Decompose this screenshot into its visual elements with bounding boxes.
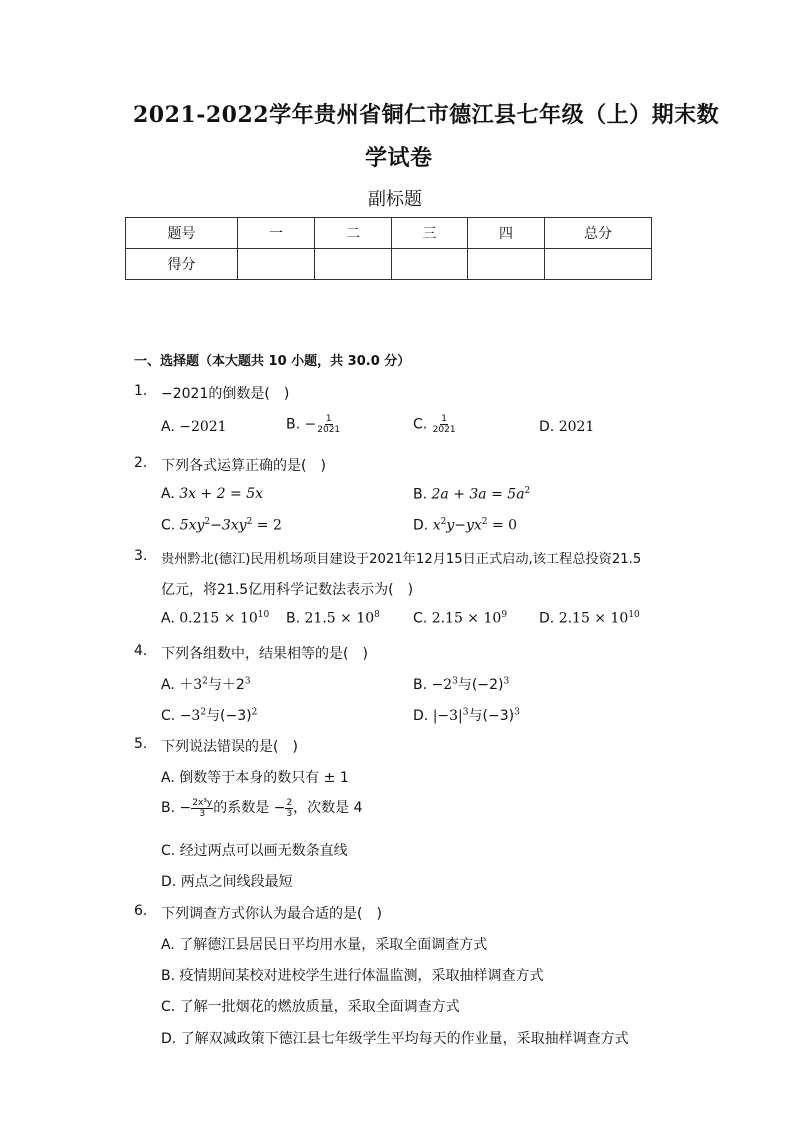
- option-c: [413, 414, 457, 435]
- superscript: 3: [244, 676, 251, 687]
- page-title-line2: 学试卷: [365, 145, 433, 171]
- option-a: [161, 610, 269, 627]
- score-cell: [468, 249, 545, 280]
- question-stem-line2: 亿元，将21.5亿用科学记数法表示为( ): [161, 582, 414, 598]
- option-text: 0.215 × 10: [179, 610, 258, 627]
- option-letter: D.: [539, 419, 555, 435]
- score-table-header-row: [126, 218, 652, 249]
- question-number: 1.: [134, 383, 148, 399]
- option-letter: B.: [286, 610, 301, 627]
- fraction-numerator: 2: [286, 797, 293, 808]
- option-letter: A.: [161, 419, 175, 435]
- score-table-header: 一: [238, 218, 315, 249]
- option-letter: A.: [161, 770, 175, 786]
- superscript: 10: [257, 610, 270, 620]
- score-table-header: 题号: [126, 218, 238, 249]
- option-a: [161, 419, 227, 435]
- option-letter: D.: [539, 610, 555, 627]
- option-letter: A.: [161, 486, 175, 502]
- option-text: 与＋2: [207, 677, 245, 693]
- option-c: [161, 996, 460, 1016]
- superscript: 2: [440, 517, 447, 527]
- fraction-numerator: 1: [325, 414, 332, 424]
- option-text: 21.5 × 10: [304, 610, 375, 627]
- question-stem-line1: 贵州黔北(德江)民用机场项目建设于2021年12月15日正式启动,该工程总投资21.5: [161, 552, 642, 567]
- superscript: 9: [501, 610, 508, 620]
- option-text: 了解一批烟花的燃放质量，采取全面调查方式: [179, 999, 460, 1015]
- page-subtitle: 副标题: [368, 189, 422, 210]
- option-b: [161, 797, 363, 819]
- score-table-header: 四: [468, 218, 545, 249]
- option-text: −2: [431, 677, 453, 693]
- superscript: 3: [452, 676, 458, 687]
- option-text: 5xy: [179, 517, 205, 534]
- question-stem: −2021的倒数是( ): [161, 386, 290, 402]
- score-cell: [545, 249, 652, 280]
- option-letter: C.: [161, 843, 176, 859]
- option-b: [413, 486, 530, 503]
- option-d: [161, 1028, 629, 1048]
- option-letter: C.: [413, 416, 428, 433]
- superscript: 2: [481, 517, 488, 527]
- score-cell: [392, 249, 468, 280]
- fraction: [316, 414, 341, 435]
- superscript: 3: [503, 676, 510, 687]
- option-letter: C.: [161, 708, 176, 724]
- option-text: 2.15 × 10: [558, 610, 629, 627]
- fraction-denominator: 3: [286, 808, 293, 819]
- question-stem: 下列说法错误的是( ): [161, 739, 298, 755]
- option-text: −3xy: [210, 517, 247, 534]
- section-heading: 一、选择题（本大题共 10 小题，共 30.0 分）: [134, 354, 411, 369]
- superscript: 3: [462, 707, 469, 718]
- option-sign: −: [304, 416, 317, 433]
- option-letter: B.: [413, 677, 428, 693]
- score-table-header: 三: [392, 218, 468, 249]
- superscript: 10: [628, 610, 640, 620]
- question-stem: 下列各组数中，结果相等的是( ): [161, 646, 368, 662]
- option-letter: D.: [161, 874, 177, 890]
- question-number: 4.: [134, 643, 148, 659]
- option-letter: C.: [413, 610, 428, 627]
- option-a: [161, 934, 487, 954]
- option-text: −2021: [179, 419, 227, 435]
- option-b: [413, 674, 509, 694]
- option-d: [539, 610, 640, 627]
- option-letter: A.: [161, 937, 175, 953]
- question-stem: 下列各式运算正确的是( ): [161, 458, 326, 474]
- question-number: 2.: [134, 455, 148, 471]
- option-b: [286, 610, 380, 627]
- option-text: |−3|: [432, 708, 463, 724]
- fraction-numerator: 2x³y: [192, 797, 213, 808]
- score-cell: [238, 249, 315, 280]
- option-letter: C.: [161, 999, 176, 1015]
- superscript: 2: [204, 517, 211, 527]
- option-text: 2021: [558, 419, 595, 435]
- option-text: 2.15 × 10: [431, 610, 502, 627]
- option-text: 两点之间线段最短: [180, 874, 293, 890]
- score-cell: [315, 249, 392, 280]
- option-b: [161, 965, 544, 985]
- option-a: [161, 674, 251, 694]
- option-text: 了解德江县居民日平均用水量，采取全面调查方式: [179, 937, 488, 953]
- option-c: [413, 610, 507, 627]
- superscript: 2: [251, 707, 258, 718]
- option-text: = 2: [252, 517, 282, 534]
- question-number: 6.: [134, 903, 148, 919]
- option-b: [286, 414, 341, 435]
- option-letter: D.: [161, 1031, 177, 1047]
- option-d: [413, 705, 520, 725]
- fraction-numerator: 1: [441, 414, 447, 424]
- score-table-row-label: 得分: [126, 249, 238, 280]
- fraction: [191, 798, 213, 819]
- superscript: 3: [514, 707, 520, 718]
- option-text: ＋3: [179, 677, 203, 693]
- fraction: [432, 414, 457, 435]
- score-table-header: 总分: [545, 218, 652, 249]
- question-stem: 下列调查方式你认为最合适的是( ): [161, 906, 382, 922]
- superscript: 2: [524, 486, 531, 496]
- option-text: 经过两点可以画无数条直线: [179, 843, 348, 859]
- option-letter: C.: [161, 517, 176, 534]
- option-c: [161, 840, 348, 860]
- superscript: 2: [246, 517, 253, 527]
- option-a: [161, 486, 263, 502]
- score-table-score-row: [126, 249, 652, 280]
- option-a: [161, 767, 349, 787]
- option-letter: D.: [413, 708, 429, 724]
- option-text: 疫情期间某校对进校学生进行体温监测，采取抽样调查方式: [179, 968, 544, 984]
- option-text: 与(−3): [468, 708, 515, 724]
- score-table: [125, 217, 652, 280]
- option-text: y−yx: [446, 517, 482, 534]
- option-text: 倒数等于本身的数只有 ± 1: [179, 770, 349, 786]
- fraction-denominator: 2021: [432, 425, 456, 435]
- superscript: 8: [374, 610, 380, 620]
- option-text: −3: [179, 708, 201, 724]
- option-d: [161, 871, 293, 891]
- option-letter: A.: [161, 610, 175, 627]
- superscript: 2: [202, 676, 208, 687]
- option-text: 与(−3): [206, 708, 252, 724]
- option-letter: B.: [413, 486, 428, 503]
- score-table-header: 二: [315, 218, 392, 249]
- superscript: 2: [200, 707, 207, 718]
- option-sign: −: [179, 800, 192, 816]
- option-c: [161, 705, 257, 725]
- option-text: = 0: [487, 517, 518, 534]
- option-d: [413, 517, 517, 534]
- option-d: [539, 419, 594, 435]
- option-text: 了解双减政策下德江县七年级学生平均每天的作业量，采取抽样调查方式: [180, 1031, 629, 1047]
- fraction: [285, 798, 293, 819]
- option-text: x: [432, 517, 441, 534]
- option-letter: B.: [286, 416, 301, 433]
- option-letter: B.: [161, 968, 176, 984]
- option-letter: D.: [413, 517, 429, 534]
- option-text: 2a + 3a = 5a: [431, 486, 525, 503]
- option-letter: A.: [161, 677, 175, 693]
- option-text: 的系数是 −: [213, 800, 286, 816]
- option-text: 3x + 2 = 5x: [179, 486, 264, 502]
- option-c: [161, 517, 282, 534]
- option-letter: B.: [161, 800, 176, 816]
- question-number: 3.: [134, 548, 148, 564]
- option-text: 与(−2): [457, 677, 504, 693]
- fraction-denominator: 2021: [317, 425, 341, 435]
- option-text: ，次数是 4: [293, 800, 363, 816]
- page-title-line1: 2021-2022学年贵州省铜仁市德江县七年级（上）期末数: [133, 102, 720, 128]
- question-number: 5.: [134, 736, 148, 752]
- fraction-denominator: 3: [199, 808, 206, 819]
